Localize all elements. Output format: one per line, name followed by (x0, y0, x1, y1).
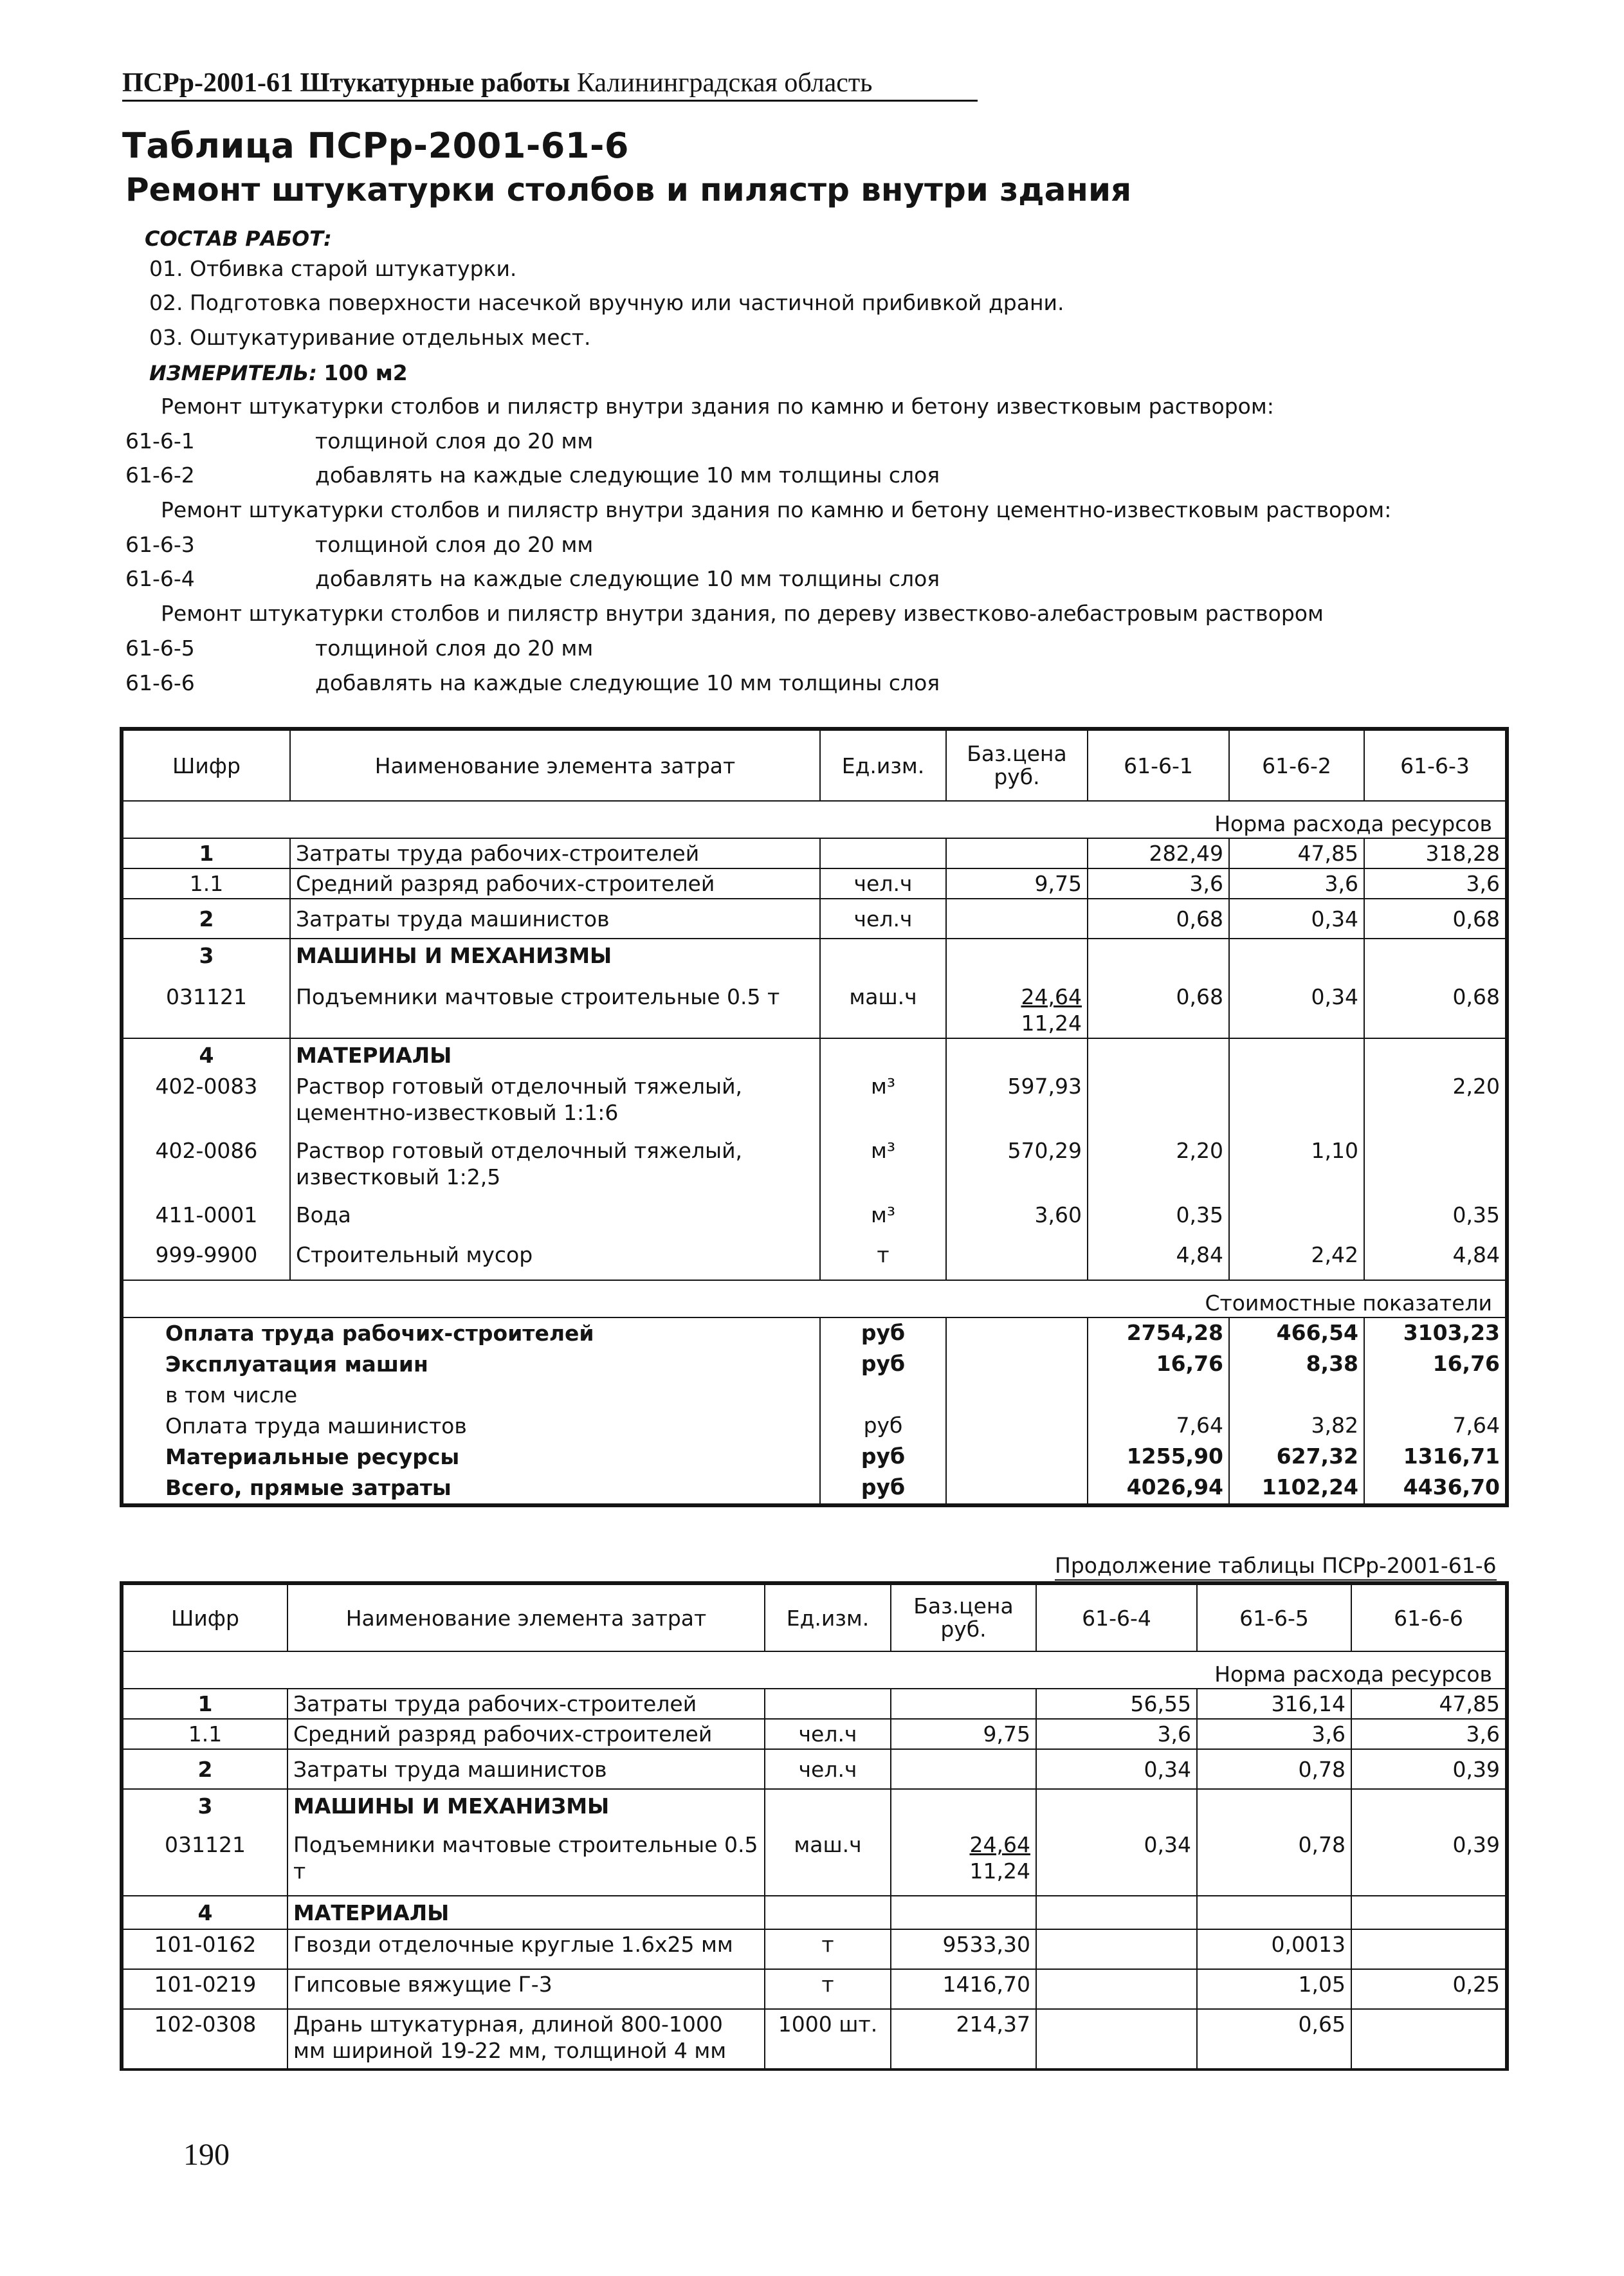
row-code: 031121 (123, 972, 290, 1038)
cost-value: 1102,24 (1229, 1473, 1364, 1504)
row-code: 402-0086 (123, 1136, 290, 1200)
row-name: Дрань штукатурная, длиной 800-1000 мм шириной 19-22 мм, толщиной 4 мм (287, 2009, 765, 2068)
table-header-row (123, 730, 1506, 801)
cost-value (1229, 1380, 1364, 1411)
cost-name: в том числе (123, 1380, 820, 1411)
cost-name: Всего, прямые затраты (123, 1473, 820, 1504)
table-row (123, 899, 1506, 939)
table-row (123, 868, 1506, 899)
table-row (123, 972, 1506, 1038)
row-unit: маш.ч (765, 1822, 891, 1896)
row-value: 4,84 (1088, 1240, 1229, 1280)
row-value: 0,78 (1197, 1822, 1351, 1896)
row-unit (820, 838, 946, 868)
cost-name: Материальные ресурсы (123, 1442, 820, 1473)
row-value: 2,42 (1229, 1240, 1364, 1280)
stoim-label: Стоимостные показатели (123, 1280, 1506, 1317)
row-price (946, 899, 1088, 939)
col-header-code: 61-6-3 (1364, 730, 1506, 801)
section-code: 3 (123, 939, 290, 972)
row-price-secondary: 11,24 (1021, 1011, 1082, 1036)
table-title: Таблица ПСРр-2001-61-6 (122, 125, 629, 166)
cost-name: Эксплуатация машин (123, 1349, 820, 1380)
row-value: 316,14 (1197, 1689, 1351, 1719)
row-unit: чел.ч (820, 868, 946, 899)
cost-value: 16,76 (1088, 1349, 1229, 1380)
row-value: 0,34 (1229, 899, 1364, 939)
cost-value (1364, 1380, 1506, 1411)
row-value: 0,65 (1197, 2009, 1351, 2068)
norma-label: Норма расхода ресурсов (123, 801, 1506, 838)
item-text: толщиной слоя до 20 мм (315, 636, 594, 661)
row-price (891, 1749, 1036, 1789)
section-code: 3 (123, 1789, 287, 1822)
row-code: 1.1 (123, 868, 290, 899)
col-header-code: 61-6-4 (1036, 1584, 1197, 1651)
cost-value: 466,54 (1229, 1317, 1364, 1349)
row-value: 4,84 (1364, 1240, 1506, 1280)
row-code: 031121 (123, 1822, 287, 1896)
row-unit: чел.ч (820, 899, 946, 939)
row-value: 3,6 (1036, 1719, 1197, 1749)
col-header-code: 61-6-5 (1197, 1584, 1351, 1651)
row-value (1351, 1929, 1506, 1969)
row-code: 101-0162 (123, 1929, 287, 1969)
cost-row (123, 1411, 1506, 1442)
row-price: 597,93 (946, 1072, 1088, 1136)
row-unit: т (765, 1929, 891, 1969)
table-row (123, 1969, 1506, 2009)
row-price (946, 838, 1088, 868)
cost-value: 2754,28 (1088, 1317, 1229, 1349)
cost-unit: руб (820, 1317, 946, 1349)
page-number: 190 (183, 2138, 230, 2172)
section-name: МАТЕРИАЛЫ (287, 1896, 765, 1929)
row-value (1229, 1072, 1364, 1136)
row-value: 0,78 (1197, 1749, 1351, 1789)
cost-value: 4026,94 (1088, 1473, 1229, 1504)
row-value: 3,6 (1364, 868, 1506, 899)
col-header-unit: Ед.изм. (820, 730, 946, 801)
table-row (123, 1689, 1506, 1719)
cost-value: 1255,90 (1088, 1442, 1229, 1473)
cost-row (123, 1473, 1506, 1504)
izmeritel (149, 360, 408, 385)
cost-value: 16,76 (1364, 1349, 1506, 1380)
cost-value: 7,64 (1088, 1411, 1229, 1442)
row-value: 0,0013 (1197, 1929, 1351, 1969)
row-unit: маш.ч (820, 972, 946, 1038)
cost-row (123, 1380, 1506, 1411)
row-value: 2,20 (1088, 1136, 1229, 1200)
row-price: 3,60 (946, 1200, 1088, 1240)
row-code: 102-0308 (123, 2009, 287, 2068)
col-header-unit: Ед.изм. (765, 1584, 891, 1651)
row-name: Гвозди отделочные круглые 1.6х25 мм (287, 1929, 765, 1969)
table-row (123, 1719, 1506, 1749)
row-code: 101-0219 (123, 1969, 287, 2009)
col-header-price: Баз.цена руб. (891, 1584, 1036, 1651)
section-row (123, 939, 1506, 972)
row-value: 3,6 (1229, 868, 1364, 899)
resource-table-1 (122, 730, 1506, 1505)
row-unit: м³ (820, 1200, 946, 1240)
section-code: 4 (123, 1038, 290, 1072)
row-code: 2 (123, 899, 290, 939)
row-code: 1.1 (123, 1719, 287, 1749)
cost-unit: руб (820, 1411, 946, 1442)
table-row (123, 838, 1506, 868)
row-code: 411-0001 (123, 1200, 290, 1240)
section-row (123, 1789, 1506, 1822)
row-value: 47,85 (1351, 1689, 1506, 1719)
cost-value: 3,82 (1229, 1411, 1364, 1442)
row-price-secondary: 11,24 (969, 1858, 1030, 1884)
row-price: 1416,70 (891, 1969, 1036, 2009)
row-value: 0,34 (1036, 1822, 1197, 1896)
izmeritel-value: 100 м2 (324, 360, 408, 385)
row-value (1036, 1969, 1197, 2009)
row-name: Подъемники мачтовые строительные 0.5 т (287, 1822, 765, 1896)
row-value: 0,68 (1364, 899, 1506, 939)
row-price (946, 1240, 1088, 1280)
table-header-row (123, 1584, 1506, 1651)
row-name: Затраты труда рабочих-строителей (287, 1689, 765, 1719)
row-value: 282,49 (1088, 838, 1229, 868)
sostav-label: СОСТАВ РАБОТ: (145, 226, 332, 251)
table-row (123, 1136, 1506, 1200)
cost-unit: руб (820, 1442, 946, 1473)
item-text: толщиной слоя до 20 мм (315, 532, 594, 557)
col-header-name: Наименование элемента затрат (287, 1584, 765, 1651)
cost-value (1088, 1380, 1229, 1411)
section-row (123, 1896, 1506, 1929)
row-name: Гипсовые вяжущие Г-3 (287, 1969, 765, 2009)
row-value: 56,55 (1036, 1689, 1197, 1719)
cost-name: Оплата труда машинистов (123, 1411, 820, 1442)
row-unit (765, 1689, 891, 1719)
row-name: Строительный мусор (290, 1240, 820, 1280)
row-price: 214,37 (891, 2009, 1036, 2068)
col-header-shifr: Шифр (123, 730, 290, 801)
table-subtitle: Ремонт штукатурки столбов и пилястр внутри здания (125, 171, 1132, 208)
row-name: Раствор готовый отделочный тяжелый, известковый 1:2,5 (290, 1136, 820, 1200)
row-value: 318,28 (1364, 838, 1506, 868)
group-title: Ремонт штукатурки столбов и пилястр внутри здания по камню и бетону цементно-известковым раствором: (161, 497, 1392, 522)
item-code: 61-6-2 (125, 463, 195, 488)
table-row (123, 1200, 1506, 1240)
row-value: 3,6 (1197, 1719, 1351, 1749)
row-value: 0,68 (1088, 972, 1229, 1038)
item-code: 61-6-1 (125, 428, 195, 454)
row-price: 9533,30 (891, 1929, 1036, 1969)
table-row (123, 1822, 1506, 1896)
row-price: 9,75 (946, 868, 1088, 899)
row-unit: чел.ч (765, 1749, 891, 1789)
row-name: Средний разряд рабочих-строителей (290, 868, 820, 899)
row-name: Вода (290, 1200, 820, 1240)
row-value: 1,10 (1229, 1136, 1364, 1200)
cost-name: Оплата труда рабочих-строителей (123, 1317, 820, 1349)
running-header (122, 64, 978, 102)
row-name: Затраты труда машинистов (287, 1749, 765, 1789)
row-code: 1 (123, 1689, 287, 1719)
resource-table-2 (122, 1584, 1506, 2068)
row-value (1351, 2009, 1506, 2068)
row-value: 0,35 (1364, 1200, 1506, 1240)
col-header-code: 61-6-2 (1229, 730, 1364, 801)
row-unit: м³ (820, 1136, 946, 1200)
row-unit: т (820, 1240, 946, 1280)
cost-unit: руб (820, 1473, 946, 1504)
item-code: 61-6-3 (125, 532, 195, 557)
group-title: Ремонт штукатурки столбов и пилястр внутри здания по камню и бетону известковым раствором: (161, 394, 1274, 419)
header-section: Штукатурные работы (300, 68, 570, 98)
row-code: 999-9900 (123, 1240, 290, 1280)
table-row (123, 1072, 1506, 1136)
row-unit: т (765, 1969, 891, 2009)
cost-unit (820, 1380, 946, 1411)
row-price: 24,64 (1021, 984, 1082, 1009)
work-item: 02. Подготовка поверхности насечкой вручную или частичной прибивкой драни. (149, 290, 1064, 315)
cost-value: 627,32 (1229, 1442, 1364, 1473)
izmeritel-label: ИЗМЕРИТЕЛЬ: (149, 361, 317, 385)
table-row (123, 2009, 1506, 2068)
row-value: 0,34 (1229, 972, 1364, 1038)
row-name: Подъемники мачтовые строительные 0.5 т (290, 972, 820, 1038)
row-name: Затраты труда машинистов (290, 899, 820, 939)
section-name: МАШИНЫ И МЕХАНИЗМЫ (287, 1789, 765, 1822)
row-name: Раствор готовый отделочный тяжелый, цементно-известковый 1:1:6 (290, 1072, 820, 1136)
section-name: МАШИНЫ И МЕХАНИЗМЫ (290, 939, 820, 972)
row-value: 0,68 (1364, 972, 1506, 1038)
row-value (1364, 1136, 1506, 1200)
work-item: 03. Оштукатуривание отдельных мест. (149, 325, 591, 350)
row-code: 402-0083 (123, 1072, 290, 1136)
cost-row (123, 1349, 1506, 1380)
row-value: 0,34 (1036, 1749, 1197, 1789)
col-header-price: Баз.цена руб. (946, 730, 1088, 801)
section-code: 4 (123, 1896, 287, 1929)
row-value: 0,25 (1351, 1969, 1506, 2009)
item-code: 61-6-5 (125, 636, 195, 661)
cost-value: 3103,23 (1364, 1317, 1506, 1349)
cost-value: 1316,71 (1364, 1442, 1506, 1473)
row-value (1088, 1072, 1229, 1136)
row-unit: м³ (820, 1072, 946, 1136)
cost-value: 8,38 (1229, 1349, 1364, 1380)
item-text: добавлять на каждые следующие 10 мм толщины слоя (315, 566, 940, 591)
row-value (1229, 1200, 1364, 1240)
row-price: 9,75 (891, 1719, 1036, 1749)
col-header-code: 61-6-6 (1351, 1584, 1506, 1651)
row-unit: чел.ч (765, 1719, 891, 1749)
row-value: 47,85 (1229, 838, 1364, 868)
cost-row (123, 1317, 1506, 1349)
table-row (123, 1240, 1506, 1280)
row-value: 3,6 (1351, 1719, 1506, 1749)
row-value: 2,20 (1364, 1072, 1506, 1136)
header-code: ПСРр-2001-61 (122, 68, 293, 98)
col-header-code: 61-6-1 (1088, 730, 1229, 801)
section-name: МАТЕРИАЛЫ (290, 1038, 820, 1072)
section-row (123, 1038, 1506, 1072)
row-name: Средний разряд рабочих-строителей (287, 1719, 765, 1749)
cost-value: 4436,70 (1364, 1473, 1506, 1504)
group-title: Ремонт штукатурки столбов и пилястр внутри здания, по дереву известково-алебастровым раствором (161, 601, 1324, 626)
item-text: добавлять на каждые следующие 10 мм толщины слоя (315, 670, 940, 695)
header-region: Калининградская область (576, 68, 873, 98)
row-name: Затраты труда рабочих-строителей (290, 838, 820, 868)
row-code: 2 (123, 1749, 287, 1789)
row-value (1036, 2009, 1197, 2068)
item-code: 61-6-4 (125, 566, 195, 591)
row-code: 1 (123, 838, 290, 868)
item-text: добавлять на каждые следующие 10 мм толщины слоя (315, 463, 940, 488)
col-header-shifr: Шифр (123, 1584, 287, 1651)
row-unit: 1000 шт. (765, 2009, 891, 2068)
row-price (891, 1689, 1036, 1719)
item-text: толщиной слоя до 20 мм (315, 428, 594, 454)
cost-value: 7,64 (1364, 1411, 1506, 1442)
continuation-label: Продолжение таблицы ПСРр-2001-61-6 (1055, 1552, 1497, 1581)
row-value: 0,39 (1351, 1749, 1506, 1789)
col-header-name: Наименование элемента затрат (290, 730, 820, 801)
work-item: 01. Отбивка старой штукатурки. (149, 256, 517, 281)
row-price: 570,29 (946, 1136, 1088, 1200)
row-value (1036, 1929, 1197, 1969)
row-value: 0,35 (1088, 1200, 1229, 1240)
row-value: 0,39 (1351, 1822, 1506, 1896)
row-value: 1,05 (1197, 1969, 1351, 2009)
cost-row (123, 1442, 1506, 1473)
norma-label: Норма расхода ресурсов (123, 1651, 1506, 1689)
table-row (123, 1929, 1506, 1969)
row-value: 0,68 (1088, 899, 1229, 939)
row-price: 24,64 (969, 1832, 1030, 1857)
table-row (123, 1749, 1506, 1789)
cost-unit: руб (820, 1349, 946, 1380)
item-code: 61-6-6 (125, 670, 195, 695)
row-value: 3,6 (1088, 868, 1229, 899)
